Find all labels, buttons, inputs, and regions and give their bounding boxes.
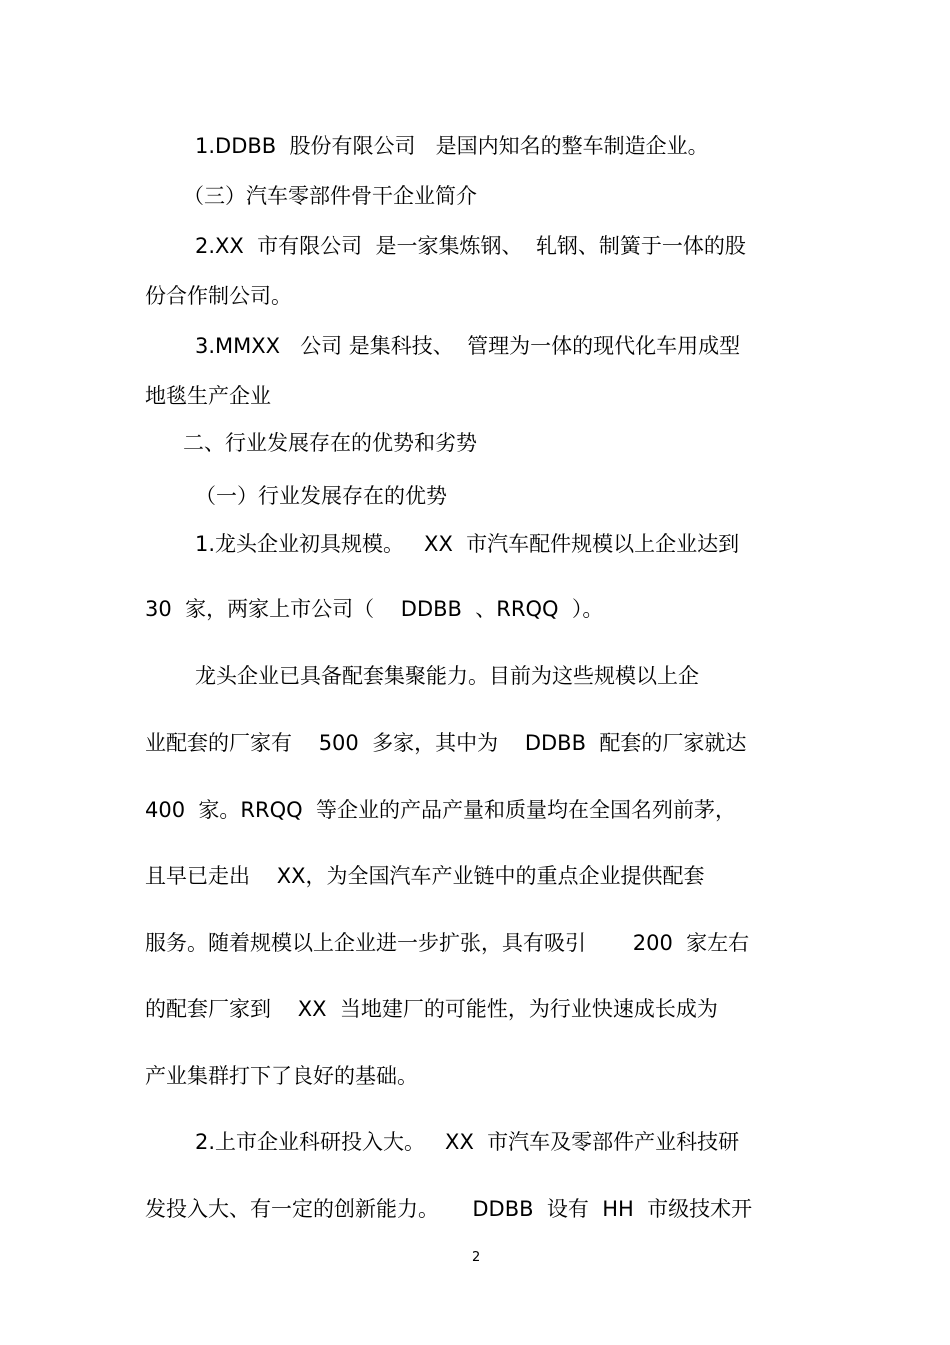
text-line: 业配套的厂家有 500 多家，其中为 DDBB 配套的厂家就达 [145,731,747,755]
text-line: 400 家。RRQQ 等企业的产品产量和质量均在全国名列前茅， [145,798,737,822]
text-line: 的配套厂家到 XX 当地建厂的可能性，为行业快速成长成为 [145,997,718,1021]
text-line: 地毯生产企业 [145,384,271,408]
text-line: 份合作制公司。 [145,284,292,308]
text-line: 产业集群打下了良好的基础。 [145,1064,418,1088]
text-line: 30 家，两家上市公司（ DDBB 、RRQQ ）。 [145,597,604,621]
text-line: （三）汽车零部件骨干企业简介 [183,184,477,208]
section-heading: 二、行业发展存在的优势和劣势 [183,431,477,455]
text-line: 且早已走出 XX，为全国汽车产业链中的重点企业提供配套 [145,864,705,888]
text-line: 1.DDBB 股份有限公司 是国内知名的整车制造企业。 [195,134,709,158]
text-line: 服务。随着规模以上企业进一步扩张，具有吸引 200 家左右 [145,931,750,955]
page-number: 2 [472,1250,481,1265]
text-line: 1.龙头企业初具规模。 XX 市汽车配件规模以上企业达到 [195,532,740,556]
text-line: 2.XX 市有限公司 是一家集炼钢、 轧钢、制簧于一体的股 [195,234,746,258]
subsection-heading: （一）行业发展存在的优势 [195,484,447,508]
text-line: 龙头企业已具备配套集聚能力。目前为这些规模以上企 [195,664,699,688]
text-line: 发投入大、有一定的创新能力。 DDBB 设有 HH 市级技术开 [145,1197,753,1221]
text-line: 2.上市企业科研投入大。 XX 市汽车及零部件产业科技研 [195,1130,740,1154]
text-line: 3.MMXX 公司 是集科技、 管理为一体的现代化车用成型 [195,334,741,358]
